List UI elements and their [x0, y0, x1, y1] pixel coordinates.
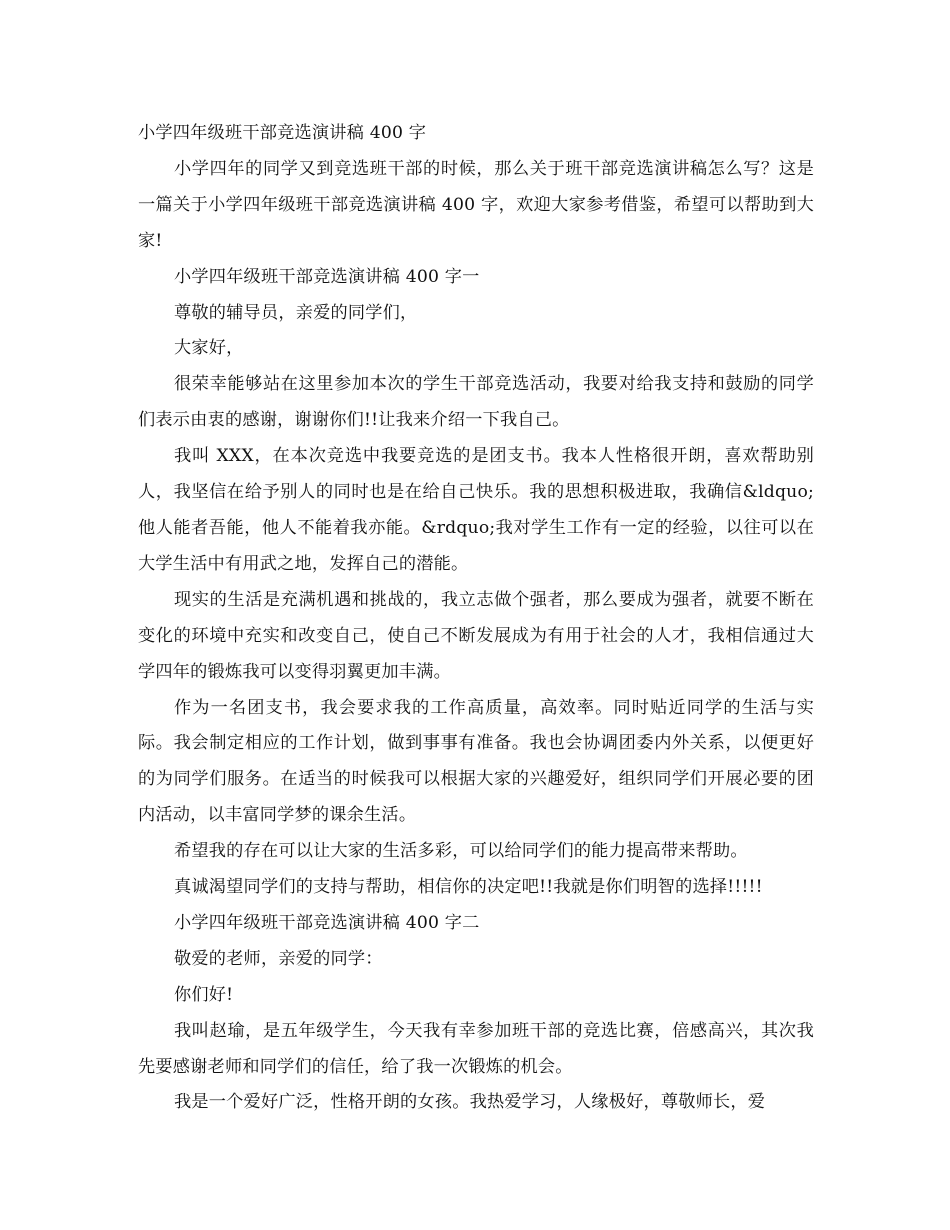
body-paragraph: 很荣幸能够站在这里参加本次的学生干部竞选活动，我要对给我支持和鼓励的同学们表示由衷的感谢，谢谢你们!!让我来介绍一下我自己。: [138, 374, 814, 431]
body-paragraph: 我叫 XXX，在本次竞选中我要竞选的是团支书。我本人性格很开朗，喜欢帮助别人，我坚信在给予别人的同时也是在给自己快乐。我的思想积极进取，我确信&ldquo;他人能者吾能，他人不能着我亦能。&rdquo;我对学生工作有一定的经验，以往可以在大学生活中有用武之地，发挥自己的潜能。: [138, 446, 814, 574]
document-page: [138, 116, 814, 1121]
body-paragraph: 希望我的存在可以让大家的生活多彩，可以给同学们的能力提高带来帮助。: [174, 841, 748, 862]
body-paragraph: 我叫赵瑜，是五年级学生，今天我有幸参加班干部的竞选比赛，倍感高兴，其次我先要感谢老师和同学们的信任，给了我一次锻炼的机会。: [138, 1020, 814, 1077]
body-paragraph: 真诚渴望同学们的支持与帮助，相信你的决定吧!!我就是你们明智的选择!!!!!: [174, 877, 763, 898]
body-paragraph: 我是一个爱好广泛，性格开朗的女孩。我热爱学习，人缘极好，尊敬师长，爱: [174, 1092, 766, 1113]
document-title: 小学四年级班干部竞选演讲稿 400 字: [138, 123, 427, 143]
greeting: 大家好，: [174, 338, 244, 359]
section-heading-one: 小学四年级班干部竞选演讲稿 400 字一: [174, 266, 480, 287]
greeting: 你们好!: [174, 984, 234, 1005]
body-paragraph: 现实的生活是充满机遇和挑战的，我立志做个强者，那么要成为强者，就要不断在变化的环境中充实和改变自己，使自己不断发展成为有用于社会的人才，我相信通过大学四年的锻炼我可以变得羽翼更加丰满。: [138, 589, 814, 682]
body-paragraph: 作为一名团支书，我会要求我的工作高质量，高效率。同时贴近同学的生活与实际。我会制定相应的工作计划，做到事事有准备。我也会协调团委内外关系，以便更好的为同学们服务。在适当的时候我可以根据大家的兴趣爱好，组织同学们开展必要的团内活动，以丰富同学梦的课余生活。: [138, 697, 814, 826]
salutation: 尊敬的辅导员，亲爱的同学们，: [174, 302, 418, 323]
intro-paragraph: 小学四年的同学又到竞选班干部的时候，那么关于班干部竞选演讲稿怎么写？这是一篇关于小学四年级班干部竞选演讲稿 400 字，欢迎大家参考借鉴，希望可以帮助到大家!: [138, 158, 814, 251]
salutation: 敬爱的老师，亲爱的同学：: [174, 948, 383, 969]
section-heading-two: 小学四年级班干部竞选演讲稿 400 字二: [174, 912, 480, 933]
